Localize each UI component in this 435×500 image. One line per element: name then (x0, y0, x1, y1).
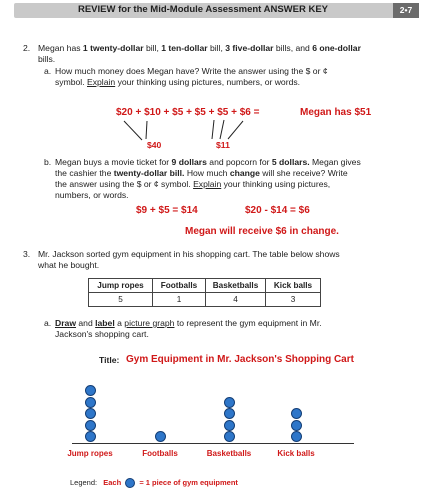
picture-graph-circle (85, 385, 96, 396)
picture-graph-circle (224, 420, 235, 431)
q2b-answer: Megan will receive $6 in change. (185, 226, 339, 237)
picture-graph-circle (224, 431, 235, 442)
category-label: Jump ropes (67, 449, 113, 458)
picture-graph-circle (224, 408, 235, 419)
picture-graph-circle (85, 408, 96, 419)
q2b-prompt-line4: numbers, or words. (55, 190, 129, 200)
table-cell: 1 (153, 293, 206, 307)
q2-prompt-line2: bills. (38, 54, 56, 64)
picture-graph-circle (155, 431, 166, 442)
q2a-equation: $20 + $10 + $5 + $5 + $5 + $6 = (116, 107, 260, 118)
q2b-prompt-line1: Megan buys a movie ticket for 9 dollars and popcorn for 5 dollars. Megan gives (55, 157, 361, 167)
q3a-label: a. (44, 318, 52, 328)
category-label: Kick balls (277, 449, 315, 458)
table-header-cell: Kick balls (266, 279, 321, 293)
category-label: Footballs (142, 449, 178, 458)
legend-meaning: = 1 piece of gym equipment (139, 478, 238, 487)
table-header-cell: Jump ropes (89, 279, 153, 293)
picture-graph-circle (291, 420, 302, 431)
category-label: Basketballs (206, 449, 252, 458)
picture-graph-circle (291, 408, 302, 419)
q3-prompt-line1: Mr. Jackson sorted gym equipment in his shopping cart. The table below shows (38, 249, 340, 259)
picture-graph-circle (85, 420, 96, 431)
header-title: REVIEW for the Mid-Module Assessment ANSWER KEY (77, 4, 328, 15)
chart-title: Gym Equipment in Mr. Jackson's Shopping Cart (126, 354, 354, 365)
q2a-prompt-line1: How much money does Megan have? Write the answer using the $ or ¢ (55, 66, 328, 76)
table-header-cell: Basketballs (206, 279, 266, 293)
table-row (89, 293, 321, 307)
picture-graph-circle (224, 397, 235, 408)
picture-graph-circle (85, 397, 96, 408)
q2b-label: b. (44, 157, 52, 167)
q2-prompt-line1: Megan has 1 twenty-dollar bill, 1 ten-dollar bill, 3 five-dollar bills, and 6 one-dollar (38, 43, 361, 53)
chart-legend (70, 478, 238, 488)
q2a-label: a. (44, 66, 52, 76)
q3-number: 3. (23, 249, 31, 259)
q2a-answer: Megan has $51 (300, 107, 372, 118)
q2a-subtotal-11: $11 (216, 140, 230, 150)
q2-number: 2. (23, 43, 31, 53)
table-cell: 5 (89, 293, 153, 307)
legend-each: Each (103, 478, 122, 487)
q2a-subtotal-40: $40 (147, 140, 162, 150)
gym-equipment-table (88, 278, 321, 307)
x-axis-line (72, 443, 354, 444)
q3a-prompt-line2: Jackson's shopping cart. (55, 329, 149, 339)
table-header-cell: Footballs (153, 279, 206, 293)
q2b-prompt-line3: the answer using the $ or ¢ symbol. Explain your thinking using pictures, (55, 179, 331, 189)
picture-graph-circle (85, 431, 96, 442)
legend-circle-icon (125, 478, 135, 488)
q3a-prompt-line1: Draw and label a picture graph to represent the gym equipment in Mr. (55, 318, 322, 328)
table-cell: 4 (206, 293, 266, 307)
chart-title-label: Title: (99, 355, 120, 365)
table-header-row (89, 279, 321, 293)
picture-graph-circle (291, 431, 302, 442)
q2a-prompt-line2: symbol. Explain your thinking using pictures, numbers, or words. (55, 77, 301, 87)
legend-label: Legend: (70, 478, 98, 487)
q2b-prompt-line2: the cashier the twenty-dollar bill. How much change will she receive? Write (55, 168, 348, 178)
q2b-equation-sum: $9 + $5 = $14 (136, 205, 198, 216)
grade-badge: 2•7 (393, 3, 419, 18)
q2b-equation-difference: $20 - $14 = $6 (245, 205, 310, 216)
q3-prompt-line2: what he bought. (38, 260, 100, 270)
table-cell: 3 (266, 293, 321, 307)
